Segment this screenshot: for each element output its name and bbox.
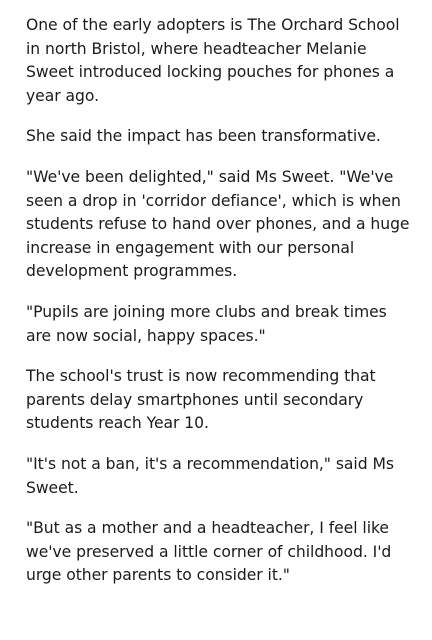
article-paragraph: "Pupils are joining more clubs and break times are now social, happy spaces." xyxy=(26,302,387,345)
article-paragraph: One of the early adopters is The Orchard School in north Bristol, where headteacher Melanie Sweet introduced locking pouches for phones a year ago. xyxy=(26,16,400,105)
article-paragraph: The school's trust is now recommending that parents delay smartphones until secondary students reach Year 10. xyxy=(26,367,376,433)
article-paragraph: "We've been delighted," said Ms Sweet. "We've seen a drop in 'corridor defiance', which is when students refuse to hand over phones, and a huge increase in engagement with our personal development programmes. xyxy=(26,167,410,281)
article-paragraph: "But as a mother and a headteacher, I feel like we've preserved a little corner of childhood. I'd urge other parents to consider it." xyxy=(26,519,392,585)
article-paragraph: She said the impact has been transformative. xyxy=(26,127,381,146)
article-paragraph: "It's not a ban, it's a recommendation," said Ms Sweet. xyxy=(26,454,394,497)
article-body xyxy=(26,14,416,605)
